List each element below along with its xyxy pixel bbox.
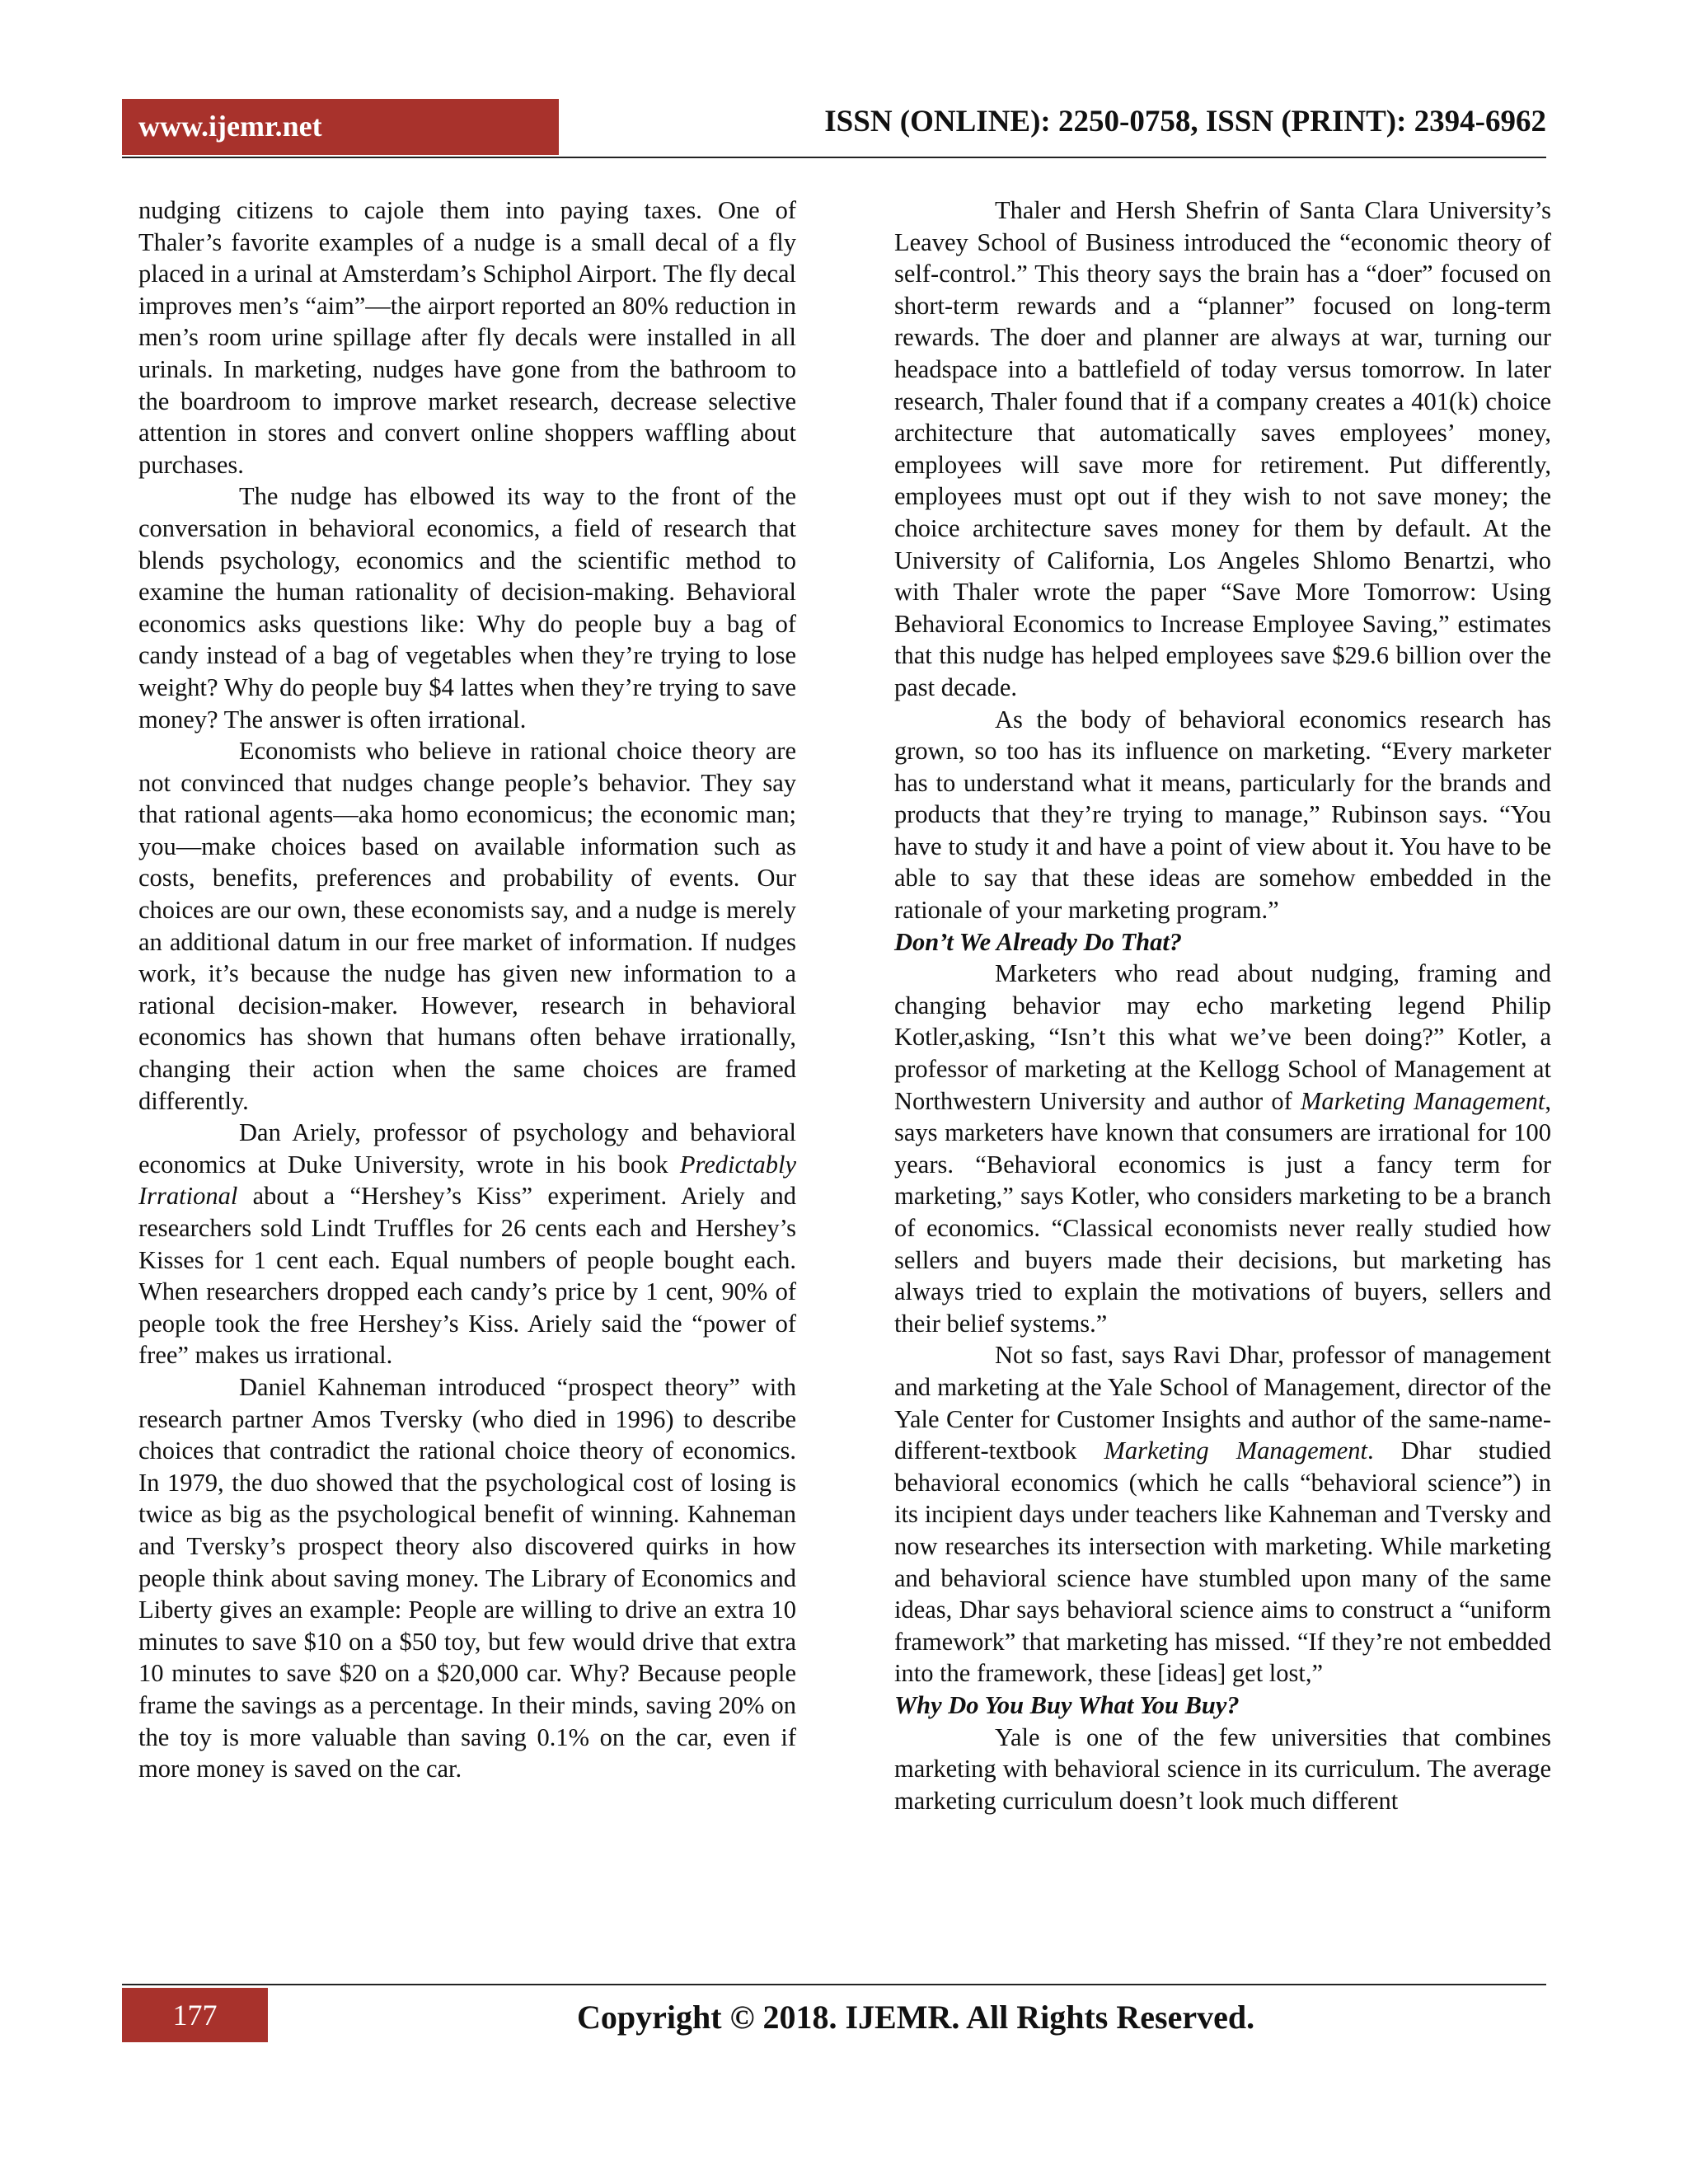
page-number-box bbox=[122, 1988, 268, 2042]
header-divider bbox=[122, 157, 1546, 158]
right-paragraph-2: As the body of behavioral economics research has grown, so too has its influence on marketing. “Every marketer has to understand what it means, particularly for the brands and products that they’re trying to manage,” Rubinson says. “You have to study it and have a point of view about it. You have to be able to say that these ideas are somehow embedded in the rationale of your marketing program.” bbox=[894, 705, 1551, 925]
header-website: www.ijemr.net bbox=[138, 110, 322, 143]
footer-divider bbox=[122, 1984, 1546, 1985]
left-paragraph-5: Daniel Kahneman introduced “prospect theory” with research partner Amos Tversky (who died in 1996) to describe choices that contradict the rational choice theory of economics. In 1979, the duo showed that the psychological cost of losing is twice as big as the psychological benefit of winning. Kahneman and Tversky’s prospect theory also discovered quirks in how people think about saving money. The Library of Economics and Liberty gives an example: People are willing to drive an extra 10 minutes to save $10 on a $50 toy, but few would drive that extra 10 minutes to save $20 on a $20,000 car. Why? Because people frame the savings as a percentage. In their minds, saving 20% on the toy is more valuable than saving 0.1% on the car, even if more money is saved on the car. bbox=[138, 1372, 796, 1783]
left-column bbox=[138, 194, 796, 1785]
left-paragraph-2: The nudge has elbowed its way to the front of the conversation in behavioral economics, a field of research that blends psychology, economics and the scientific method to examine the human rationality of decision-making. Behavioral economics asks questions like: Why do people buy a bag of candy instead of a bag of vegetables when they’re trying to lose weight? Why do people buy $4 lattes when they’re trying to save money? The answer is often irrational. bbox=[138, 482, 796, 733]
right-paragraph-3-text-a: Marketers who read about nudging, framing and changing behavior may echo marketing legend Philip Kotler,asking, “Isn’t this what we’ve been doing?” Kotler, a professor of marketing at the Kellogg School of Management at Northwestern University and author of bbox=[894, 959, 1551, 1115]
book-title-marketing-management-dhar: Marketing Management bbox=[1104, 1436, 1367, 1465]
page-number: 177 bbox=[172, 1999, 218, 2032]
right-paragraph-4 bbox=[894, 1339, 1551, 1690]
left-paragraph-4-text-b: about a “Hershey’s Kiss” experiment. Ariely and researchers sold Lindt Truffles for 26 cents each and Hershey’s Kisses for 1 cent each. Equal numbers of people bought each. When researchers dropped each candy’s price by 1 cent, 90% of people took the free Hershey’s Kiss. Ariely said the “power of free” makes us irrational. bbox=[138, 1182, 796, 1370]
header-website-box bbox=[122, 99, 559, 155]
footer-copyright: Copyright © 2018. IJEMR. All Rights Reserved. bbox=[577, 1999, 1255, 2036]
right-column bbox=[894, 194, 1551, 1816]
left-paragraph-1: nudging citizens to cajole them into paying taxes. One of Thaler’s favorite examples of a nudge is a small decal of a fly placed in a urinal at Amsterdam’s Schiphol Airport. The fly decal improves men’s “aim”—the airport reported an 80% reduction in men’s room urine spillage after fly decals were installed in all urinals. In marketing, nudges have gone from the bathroom to the boardroom to improve market research, decrease selective attention in stores and convert online shoppers waffling about purchases. bbox=[138, 196, 796, 479]
right-paragraph-5: Yale is one of the few universities that combines marketing with behavioral science in its curriculum. The average marketing curriculum doesn’t look much different bbox=[894, 1722, 1551, 1815]
section-heading-why-do-you-buy: Why Do You Buy What You Buy? bbox=[894, 1690, 1240, 1719]
left-paragraph-4 bbox=[138, 1117, 796, 1371]
right-paragraph-3 bbox=[894, 958, 1551, 1339]
left-paragraph-3: Economists who believe in rational choice theory are not convinced that nudges change people’s behavior. They say that rational agents—aka homo economicus; the economic man; you—make choices based on available information such as costs, benefits, preferences and probability of events. Our choices are our own, these economists say, and a nudge is merely an additional datum in our free market of information. If nudges work, it’s because the nudge has given new information to a rational decision-maker. However, research in behavioral economics has shown that humans often behave irrationally, changing their action when the same choices are framed differently. bbox=[138, 737, 796, 1115]
book-title-predictably-irrational: Predictably Irrational bbox=[138, 1150, 796, 1211]
left-paragraph-4-text-a: Dan Ariely, professor of psychology and behavioral economics at Duke University, wrote in his book bbox=[138, 1118, 796, 1179]
section-heading-dont-we-already: Don’t We Already Do That? bbox=[894, 927, 1183, 956]
book-title-marketing-management: Marketing Management bbox=[1300, 1086, 1545, 1115]
right-paragraph-4-text-b: . Dhar studied behavioral economics (which he calls “behavioral science”) in its incipient days under teachers like Kahneman and Tversky and now researches its intersection with marketing. While marketing and behavioral science have stumbled upon many of the same ideas, Dhar says behavioral science aims to construct a “uniform framework” that marketing has missed. “If they’re not embedded into the framework, these [ideas] get lost,” bbox=[894, 1436, 1552, 1688]
right-paragraph-4-text-a: Not so fast, says Ravi Dhar, professor of management and marketing at the Yale School of Management, director of the Yale Center for Customer Insights and author of the same-name-different-textbook bbox=[894, 1341, 1551, 1465]
header-issn: ISSN (ONLINE): 2250-0758, ISSN (PRINT): 2394-6962 bbox=[824, 105, 1546, 138]
right-paragraph-1: Thaler and Hersh Shefrin of Santa Clara University’s Leavey School of Business introduced the “economic theory of self-control.” This theory says the brain has a “doer” focused on short-term rewards and a “planner” focused on long-term rewards. The doer and planner are always at war, turning our headspace into a battlefield of today versus tomorrow. In later research, Thaler found that if a company creates a 401(k) choice architecture that automatically saves employees’ money, employees will save more for retirement. Put differently, employees must opt out if they wish to not save money; the choice architecture saves money for them by default. At the University of California, Los Angeles Shlomo Benartzi, who with Thaler wrote the paper “Save More Tomorrow: Using Behavioral Economics to Increase Employee Saving,” estimates that this nudge has helped employees save $29.6 billion over the past decade. bbox=[894, 196, 1551, 701]
right-paragraph-3-text-b: , says marketers have known that consumers are irrational for 100 years. “Behavioral economics is just a fancy term for marketing,” says Kotler, who considers marketing to be a branch of economics. “Classical economists never really studied how sellers and buyers made their decisions, but marketing has always tried to explain the motivations of buyers, sellers and their belief systems.” bbox=[894, 1086, 1552, 1338]
